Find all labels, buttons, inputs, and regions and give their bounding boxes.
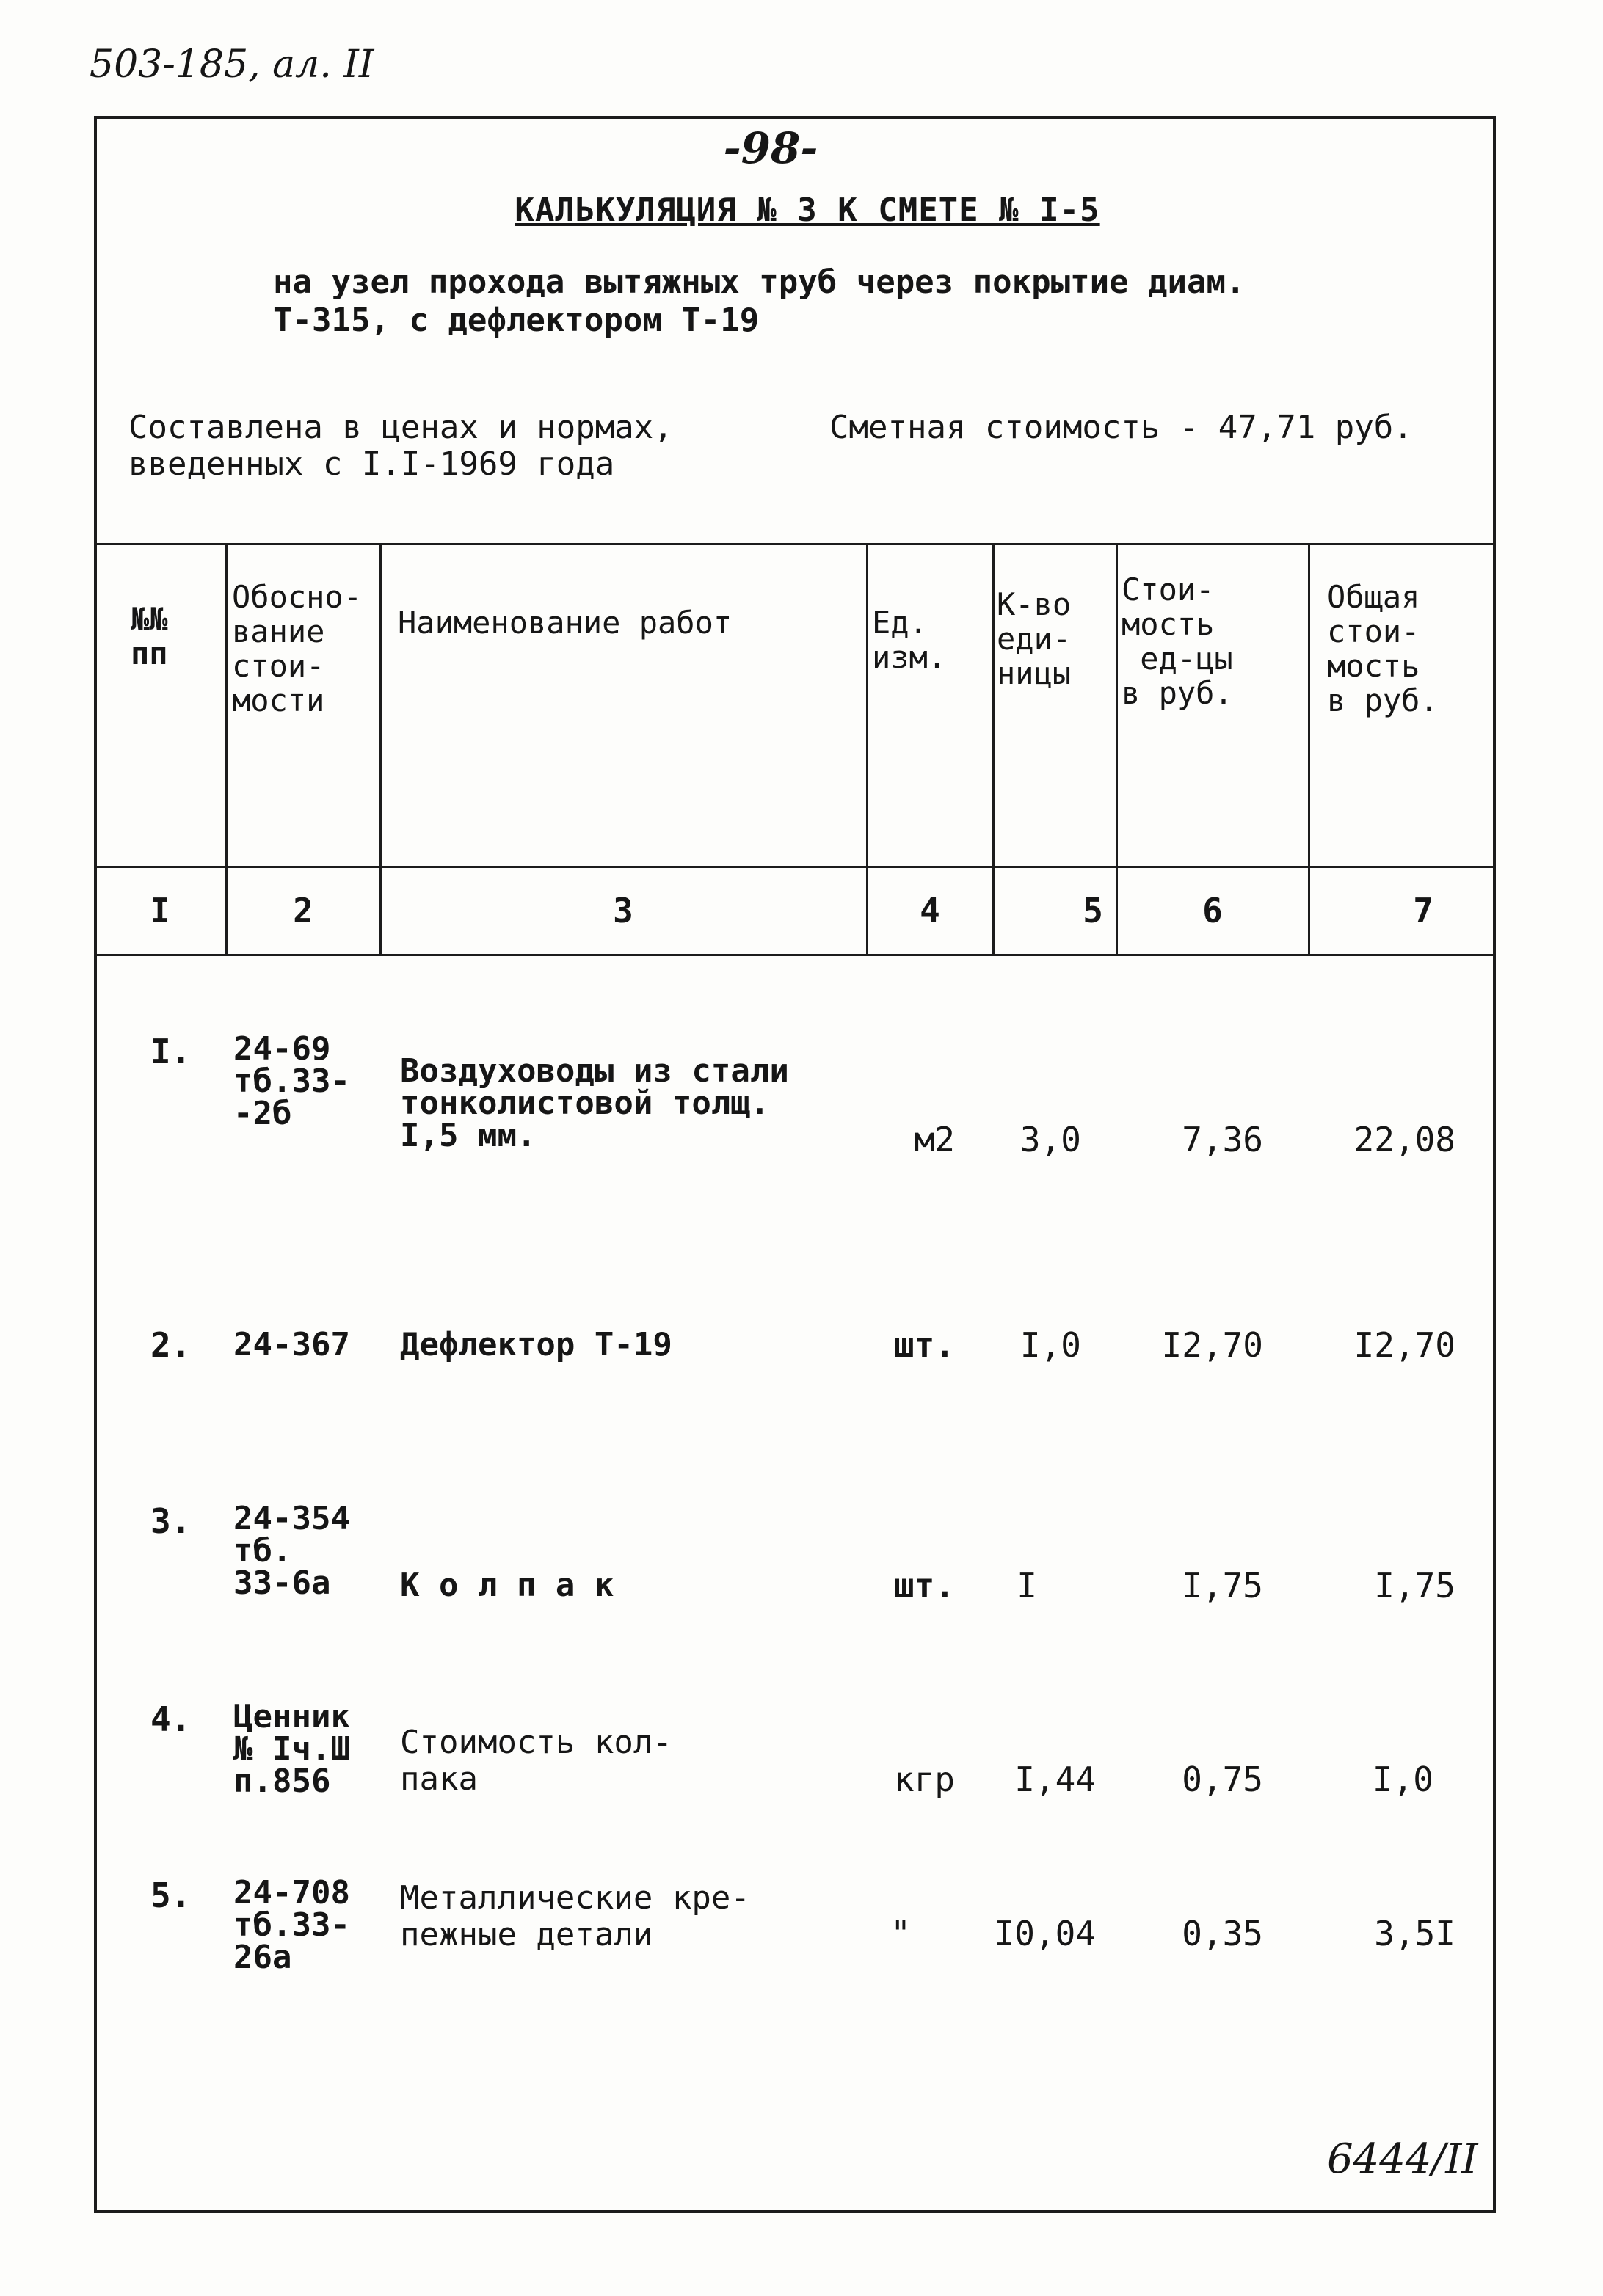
row-2-name: Дефлектор Т-19 [400, 1326, 672, 1363]
row-3-basis: 24-354 тб. 33-6а [233, 1500, 350, 1602]
row-2-unit-cost: I2,70 [1161, 1325, 1263, 1365]
row-5-unit-cost: 0,35 [1182, 1914, 1263, 1953]
row-5-unit: " [890, 1914, 911, 1953]
column-number-6: 6 [1202, 891, 1223, 930]
prices-line-1: Составлена в ценах и нормах, [128, 409, 673, 446]
header-col-name: Наименование работ [398, 605, 733, 641]
row-3-number: 3. [150, 1501, 192, 1541]
row-3-unit-cost: I,75 [1182, 1566, 1263, 1606]
column-number-5: 5 [1083, 891, 1103, 930]
page-number: -98- [723, 123, 818, 173]
header-col-unit: Ед. изм. [872, 605, 947, 675]
document-title: КАЛЬКУЛЯЦИЯ № 3 К СМЕТЕ № I-5 [515, 192, 1100, 229]
row-4-basis: Ценник № Iч.Ш п.856 [233, 1698, 350, 1800]
column-number-4: 4 [920, 891, 940, 930]
row-2-unit: шт. [893, 1325, 955, 1365]
header-number-rule [94, 866, 1496, 868]
header-col-total: Общая стои- мость в руб. [1327, 579, 1439, 718]
row-4-name: Стоимость кол- пака [400, 1724, 672, 1798]
inventory-number: 6444/II [1327, 2135, 1478, 2183]
row-3-quantity: I [1017, 1566, 1037, 1606]
row-2-basis: 24-367 [233, 1326, 350, 1363]
row-5-number: 5. [150, 1876, 192, 1915]
row-5-basis: 24-708 тб.33- 26а [233, 1874, 350, 1976]
row-5-name: Металлические кре- пежные детали [400, 1879, 750, 1953]
prices-line-2: введенных с I.I-1969 года [128, 445, 615, 483]
row-5-quantity: I0,04 [994, 1914, 1096, 1953]
header-col-number: №№ пп [131, 601, 168, 671]
row-1-total: 22,08 [1353, 1120, 1455, 1159]
subtitle-line-2: Т-315, с дефлектором Т-19 [273, 302, 760, 339]
row-3-total: I,75 [1374, 1566, 1455, 1606]
row-3-unit: шт. [893, 1566, 955, 1606]
row-4-unit: кгр [893, 1760, 955, 1799]
row-4-unit-cost: 0,75 [1182, 1760, 1263, 1799]
row-5-total: 3,5I [1374, 1914, 1455, 1953]
row-2-number: 2. [150, 1325, 192, 1365]
table-body-rule [94, 954, 1496, 956]
header-col-quantity: К-во еди- ницы [997, 586, 1072, 691]
subtitle-line-1: на узел прохода вытяжных труб через покрытие диам. [273, 263, 1246, 301]
row-2-quantity: I,0 [1019, 1325, 1081, 1365]
row-3-name: К о л п а к [400, 1567, 614, 1604]
row-4-number: 4. [150, 1699, 192, 1739]
margin-note: 503-185, ал. II [90, 43, 374, 87]
row-1-basis: 24-69 тб.33- -2б [233, 1030, 350, 1132]
row-1-name: Воздуховоды из стали тонколистовой толщ. I,5 мм. [400, 1052, 789, 1154]
row-4-total: I,0 [1372, 1760, 1433, 1799]
row-1-unit: м2 [914, 1120, 955, 1159]
row-1-unit-cost: 7,36 [1182, 1120, 1263, 1159]
estimated-cost: Сметная стоимость - 47,71 руб. [829, 409, 1413, 446]
row-1-number: I. [150, 1032, 192, 1071]
header-col-basis: Обосно- вание стои- мости [232, 579, 363, 718]
column-number-7: 7 [1413, 891, 1433, 930]
column-number-1: I [150, 891, 170, 930]
row-4-quantity: I,44 [1014, 1760, 1096, 1799]
row-1-quantity: 3,0 [1019, 1120, 1081, 1159]
column-number-2: 2 [293, 891, 313, 930]
table-top-rule [94, 543, 1496, 545]
header-col-unit-cost: Стои- мость ед-цы в руб. [1122, 572, 1233, 711]
row-2-total: I2,70 [1353, 1325, 1455, 1365]
column-number-3: 3 [613, 891, 633, 930]
